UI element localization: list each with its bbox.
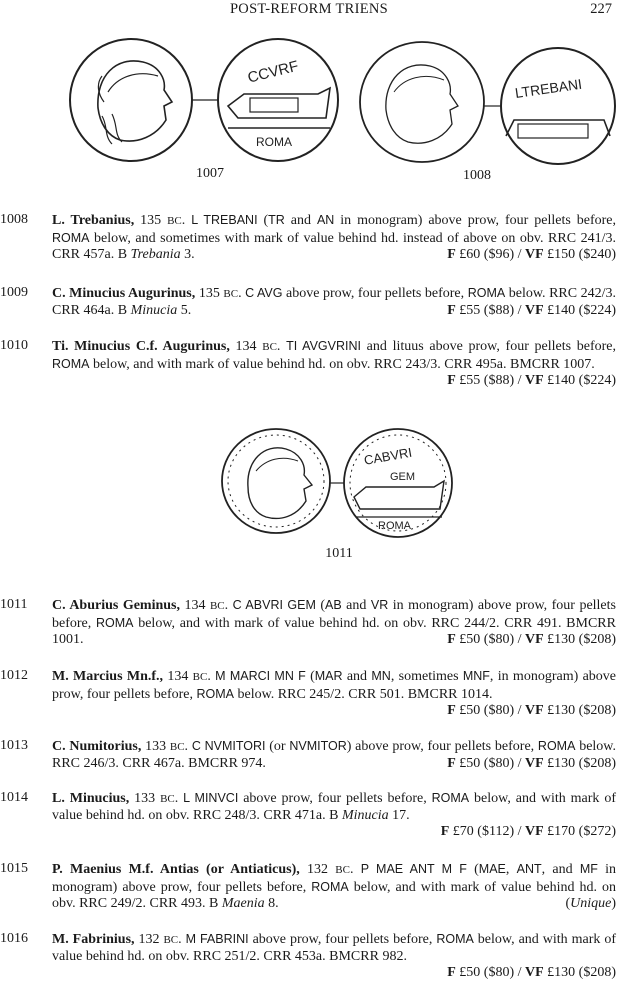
- page-number: 227: [590, 1, 612, 17]
- price-line: F £50 ($80) / VF £130 ($208): [447, 703, 616, 718]
- entry-body: C. Numitorius, 133 BC. C NVMITORI (or NVMITOR) above prow, four pellets before, ROMA below. RRC 246/3. CRR 467a. BMCRR 974. F £50 ($80) / VF £130 ($208): [52, 739, 616, 771]
- entry-body: L. Minucius, 133 BC. L MINVCI above prow, four pellets before, ROMA below, and with mark of value behind hd. on obv. RRC 248/3. CRR 471a. B Minucia 17. F £70 ($112) / VF £170 ($272): [52, 791, 616, 839]
- moneyer-name: C. Aburius Geminus,: [52, 598, 180, 613]
- figure-caption-1008: 1008: [463, 168, 491, 183]
- figure-1007-exergue: ROMA: [256, 135, 292, 149]
- figure-1011-legend: CABVRI: [362, 444, 414, 468]
- price-line: F £55 ($88) / VF £140 ($224): [447, 302, 616, 318]
- figure-1011-exergue: ROMA: [378, 520, 411, 532]
- moneyer-name: L. Minucius,: [52, 791, 130, 806]
- figure-caption-1011: 1011: [325, 546, 353, 561]
- figure-1008-legend: LTREBANI: [513, 75, 583, 101]
- price-line: F £50 ($80) / VF £130 ($208): [447, 755, 616, 771]
- entry-body: P. Maenius M.f. Antias (or Antiaticus), 132 BC. P MAE ANT M F (MAE, ANT, and MF in monogram) above prow, four pellets before, ROMA below, and with mark of value behind hd. on obv. RRC 249/2. CRR 493. B Maenia 8. (Unique): [52, 862, 617, 911]
- figure-1011-legend-2: GEM: [390, 471, 416, 483]
- price-line: F £50 ($80) / VF £130 ($208): [447, 965, 616, 980]
- price-line: F £60 ($96) / VF £150 ($240): [447, 247, 616, 262]
- price-line: F £70 ($112) / VF £170 ($272): [440, 824, 616, 839]
- entry-number: 1016: [0, 931, 28, 946]
- moneyer-name: C. Minucius Augurinus,: [52, 286, 196, 301]
- entry-number: 1010: [0, 338, 28, 353]
- coin-illustration-1008: [358, 40, 616, 168]
- entry-body: M. Marcius Mn.f., 134 BC. M MARCI MN F (MAR and MN, sometimes MNF, in monogram) above prow, four pellets before, ROMA below. RRC 245/2. CRR 501. BMCRR 1014. F £50 ($80) / VF £130 ($208): [52, 669, 616, 718]
- entry-body: C. Minucius Augurinus, 135 BC. C AVG above prow, four pellets before, ROMA below. RRC 242/3. CRR 464a. B Minucia 5. F £55 ($88) / VF £140 ($224): [52, 286, 617, 318]
- running-title: POST-REFORM TRIENS: [229, 1, 389, 17]
- moneyer-name: C. Numitorius,: [52, 739, 142, 754]
- entry-number: 1015: [0, 861, 28, 876]
- coin-illustration-1011: [218, 425, 463, 543]
- entry-number: 1011: [0, 597, 28, 612]
- moneyer-name: M. Fabrinius,: [52, 932, 135, 947]
- moneyer-name: Ti. Minucius C.f. Augurinus,: [52, 339, 230, 354]
- entry-body: C. Aburius Geminus, 134 BC. C ABVRI GEM (AB and VR in monogram) above prow, four pellets before, ROMA below, and with mark of value behind hd. on obv. RRC 244/2. CRR 491. BMCRR 1001. F £50 ($80) / VF £130 ($208): [52, 598, 616, 647]
- entry-body: M. Fabrinius, 132 BC. M FABRINI above prow, four pellets before, ROMA below, and with mark of value behind hd. on obv. RRC 251/2. CRR 453a. BMCRR 982. F £50 ($80) / VF £130 ($208): [52, 932, 616, 980]
- entry-number: 1014: [0, 790, 28, 805]
- entry-number: 1012: [0, 668, 28, 683]
- moneyer-name: M. Marcius Mn.f.,: [52, 669, 164, 684]
- page-header: [0, 0, 618, 22]
- price-line: (Unique): [565, 896, 616, 911]
- coin-illustration-1007: [68, 36, 343, 164]
- moneyer-name: L. Trebanius,: [52, 213, 135, 228]
- entry-body: L. Trebanius, 135 BC. L TREBANI (TR and AN in monogram) above prow, four pellets before, ROMA below, and sometimes with mark of value behind hd. instead of above on obv. RRC 241/3. CRR 457a. B Trebania 3. F £60 ($96) / VF £150 ($240): [52, 213, 616, 262]
- entry-number: 1013: [0, 738, 28, 753]
- entry-number: 1009: [0, 285, 28, 300]
- price-line: F £50 ($80) / VF £130 ($208): [447, 632, 616, 647]
- figure-caption-1007: 1007: [196, 166, 224, 181]
- entry-body: Ti. Minucius C.f. Augurinus, 134 BC. TI AVGVRINI and lituus above prow, four pellets before, ROMA below, and with mark of value behind hd. on obv. RRC 243/3. CRR 495a. BMCRR 1007. F £55 ($88) / VF £140 ($224): [52, 339, 617, 388]
- moneyer-name: P. Maenius M.f. Antias (or Antiaticus),: [52, 862, 300, 877]
- entry-number: 1008: [0, 212, 28, 227]
- figure-1007-legend: CCVRF: [245, 57, 301, 87]
- price-line: F £55 ($88) / VF £140 ($224): [447, 373, 616, 388]
